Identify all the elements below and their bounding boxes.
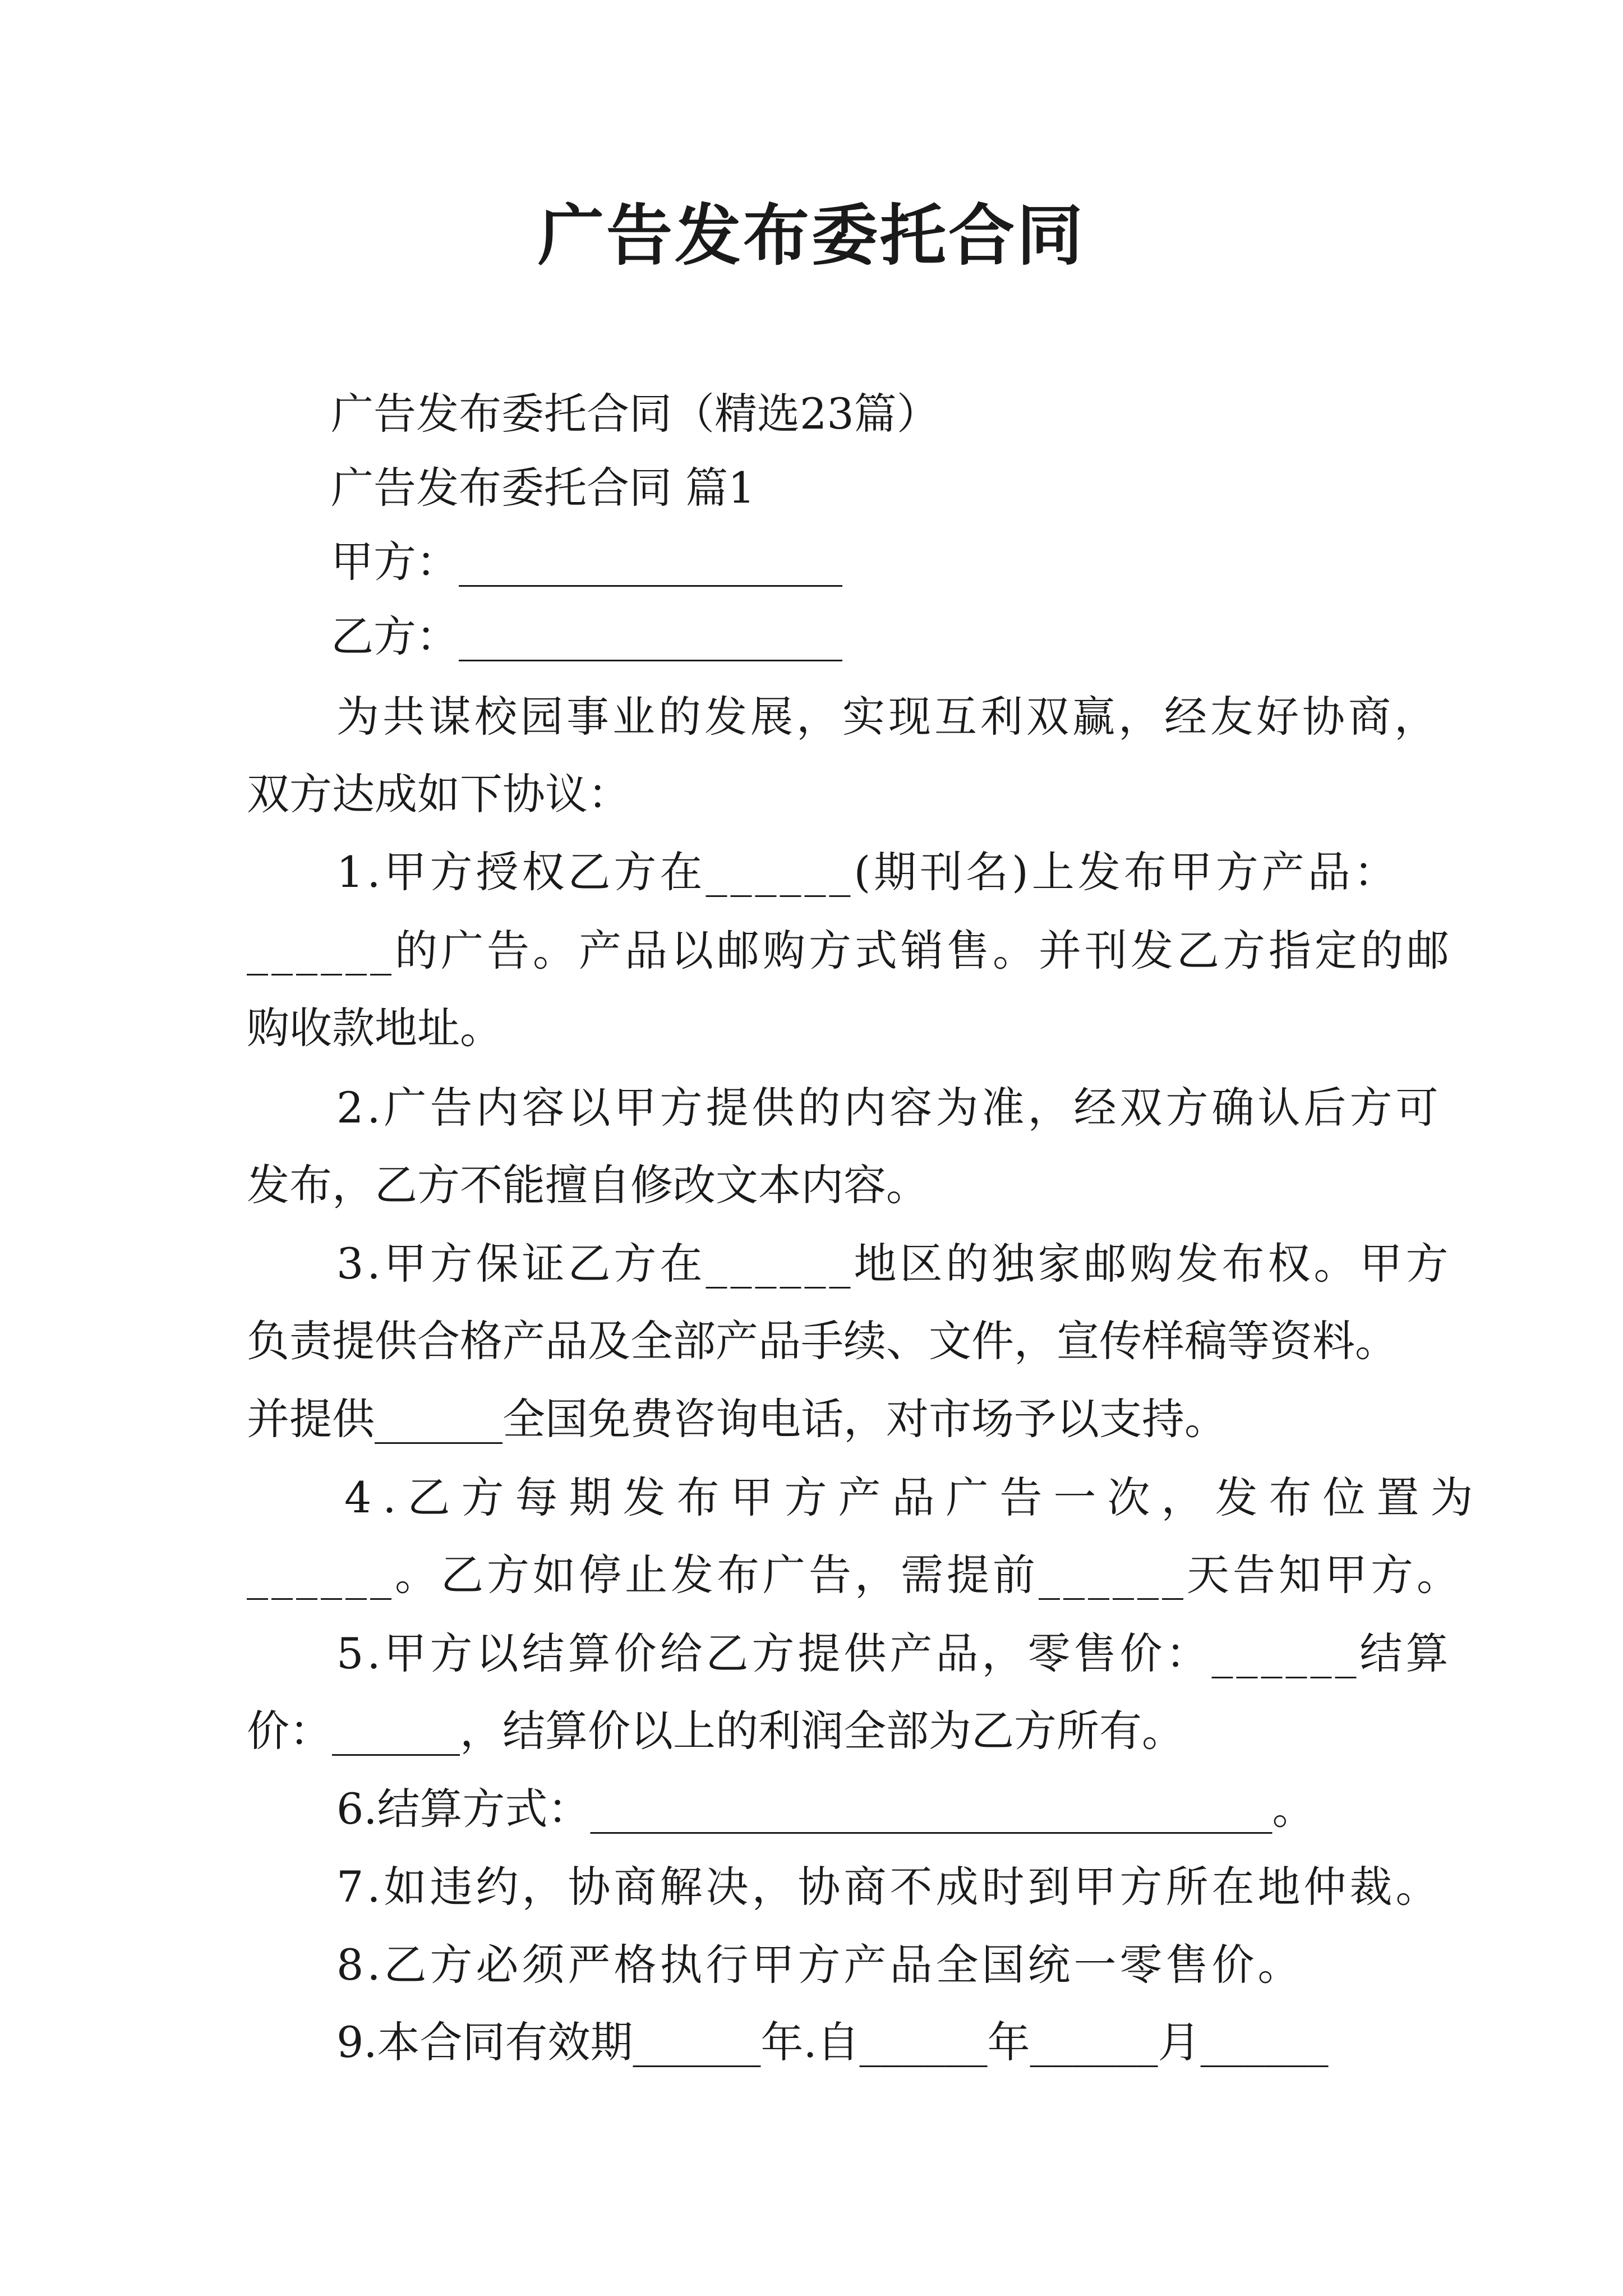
- clause-9: 9.本合同有效期______年.自______年______月______: [336, 2017, 1329, 2067]
- clause-1-line-3: 购收款地址。: [247, 1003, 502, 1053]
- clause-3-line-2: 负责提供合格产品及全部产品手续、文件，宣传样稿等资料。: [247, 1316, 1398, 1366]
- party-b-line: 乙方：__________________: [331, 611, 842, 661]
- clause-2-line-2: 发布，乙方不能擅自修改文本内容。: [247, 1160, 929, 1210]
- clause-2-line-1: 2.广告内容以甲方提供的内容为准，经双方确认后方可: [336, 1083, 1442, 1133]
- clause-7: 7.如违约，协商解决，协商不成时到甲方所在地仲裁。: [336, 1862, 1442, 1912]
- clause-1-line-1: 1.甲方授权乙方在______(期刊名)上发布甲方产品：: [336, 847, 1400, 897]
- clause-1-line-2: ______的广告。产品以邮购方式销售。并刊发乙方指定的邮: [247, 926, 1453, 976]
- clause-3-line-1: 3.甲方保证乙方在______地区的独家邮购发布权。甲方: [336, 1239, 1452, 1289]
- clause-5-line-2: 价：______，结算价以上的利润全部为乙方所有。: [247, 1706, 1184, 1756]
- clause-3-line-3: 并提供______全国免费咨询电话，对市场予以支持。: [247, 1394, 1227, 1444]
- clause-6: 6.结算方式：________________________________。: [336, 1784, 1315, 1834]
- party-a-line: 甲方：__________________: [331, 537, 842, 587]
- clause-8: 8.乙方必须严格执行甲方产品全国统一零售价。: [336, 1940, 1304, 1990]
- section-heading: 广告发布委托合同 篇1: [331, 463, 755, 513]
- intro-line-2: 双方达成如下协议：: [247, 769, 630, 819]
- intro-line-1: 为共谋校园事业的发展，实现互利双赢，经友好协商，: [336, 692, 1440, 742]
- clause-5-line-1: 5.甲方以结算价给乙方提供产品，零售价：______结算: [336, 1628, 1452, 1678]
- document-subtitle: 广告发布委托合同（精选23篇）: [331, 389, 939, 439]
- clause-4-line-1: 4.乙方每期发布甲方产品广告一次，发布位置为: [344, 1473, 1484, 1522]
- document-title: 广告发布委托合同: [537, 196, 1085, 274]
- clause-4-line-2: ______。乙方如停止发布广告，需提前______天告知甲方。: [247, 1550, 1463, 1600]
